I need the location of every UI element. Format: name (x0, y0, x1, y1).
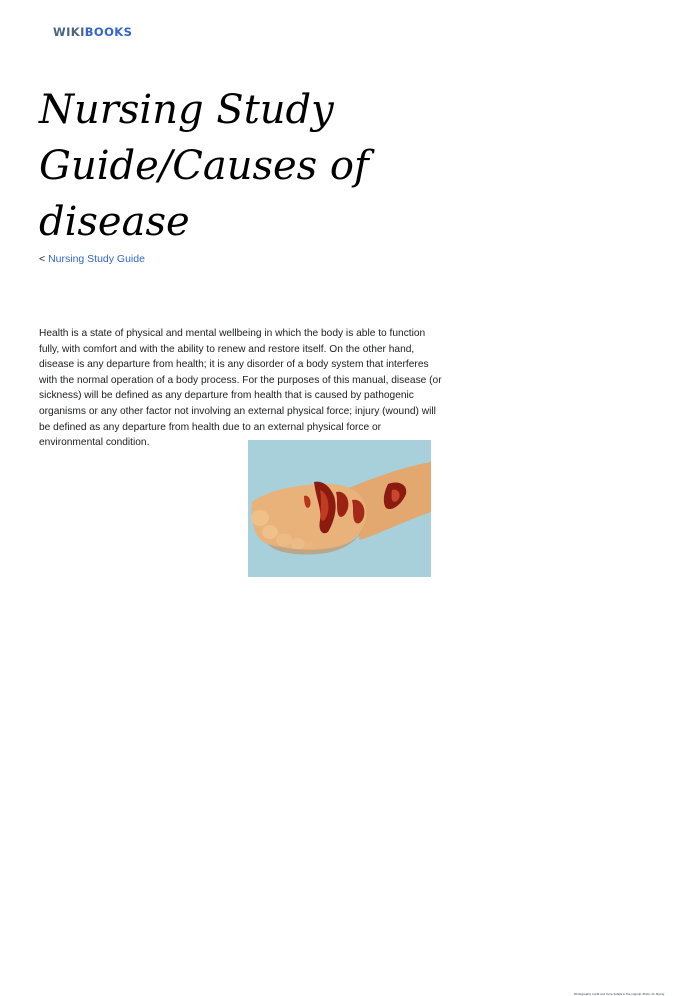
wikibooks-logo[interactable] (53, 25, 132, 39)
page-title: Nursing Study Guide/Causes of disease (39, 87, 369, 245)
breadcrumb-separator: < (39, 253, 46, 265)
brand-suffix: BOOKS (84, 25, 133, 39)
breadcrumb-link-nursing-study-guide[interactable]: Nursing Study Guide (48, 253, 145, 265)
body-paragraph: Health is a state of physical and mental wellbeing in which the body is able to function fully, with comfort and with the ability to renew and restore itself. On the other hand, disease is any departure from health; it is any disorder of a body system that interferes with the normal operation of a body process. For the purposes of this manual, disease (or sickness) will be defined as any departure from health that is caused by pathogenic organisms or any other factor not involving an external physical force; injury (wound) will be defined as any departure from health due to an external physical force or environmental condition. (39, 328, 442, 449)
wound-photo[interactable] (248, 440, 665, 996)
wound-photo-illustration (248, 440, 431, 577)
breadcrumb (39, 253, 145, 265)
brand-prefix: WIKI (53, 25, 85, 39)
photo-caption: Photographic credit and more details in the original; Photo: Dr. Bundy (574, 993, 665, 996)
